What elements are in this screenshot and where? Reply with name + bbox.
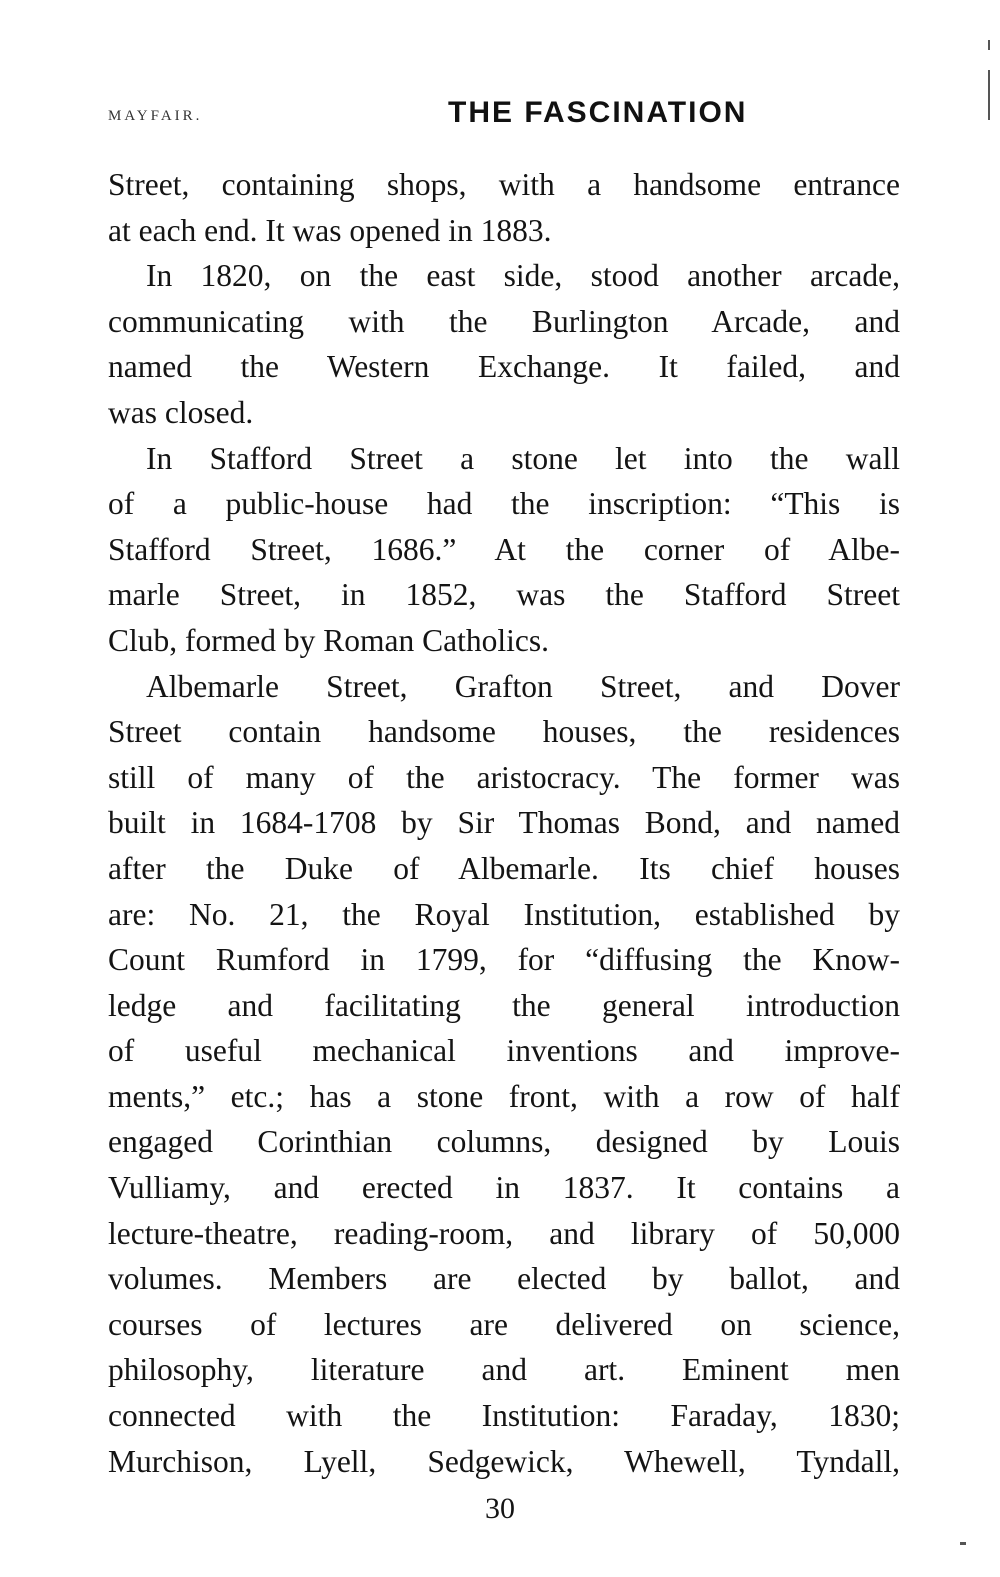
text-line: built in 1684-1708 by Sir Thomas Bond, and named: [108, 805, 900, 841]
text-line: philosophy, literature and art. Eminent men: [108, 1352, 900, 1388]
scan-mark: [988, 40, 990, 50]
text-line: ments,” etc.; has a stone front, with a row of half: [108, 1078, 900, 1114]
text-line: ledge and facilitating the general introduction: [108, 987, 900, 1023]
text-line: of a public-house had the inscription: “This is: [108, 486, 900, 522]
text-line: engaged Corinthian columns, designed by Louis: [108, 1124, 900, 1160]
text-line: are: No. 21, the Royal Institution, established by: [108, 896, 900, 932]
text-line: Street contain handsome houses, the residences: [108, 714, 900, 750]
text-line: after the Duke of Albemarle. Its chief houses: [108, 850, 900, 886]
text-line: Vulliamy, and erected in 1837. It contains a: [108, 1170, 900, 1206]
text-line: Street, containing shops, with a handsome entrance: [108, 167, 900, 202]
text-line: Count Rumford in 1799, for “diffusing the Know-: [108, 942, 900, 978]
text-line: named the Western Exchange. It failed, and: [108, 349, 900, 385]
paragraph-first-line: In 1820, on the east side, stood another arcade,: [146, 258, 900, 294]
text-line: Club, formed by Roman Catholics.: [108, 622, 549, 658]
section-label: MAYFAIR.: [108, 108, 203, 124]
text-line: at each end. It was opened in 1883.: [108, 212, 552, 248]
paragraph-first-line: In Stafford Street a stone let into the wall: [146, 440, 900, 476]
text-line: communicating with the Burlington Arcade, and: [108, 303, 900, 339]
page-number: 30: [485, 1492, 515, 1525]
text-line: marle Street, in 1852, was the Stafford Street: [108, 577, 900, 613]
running-title: THE FASCINATION: [448, 96, 748, 129]
text-line: Murchison, Lyell, Sedgewick, Whewell, Tyndall,: [108, 1443, 900, 1479]
text-line: still of many of the aristocracy. The former was: [108, 759, 900, 795]
scan-mark: [988, 70, 990, 120]
text-line: Stafford Street, 1686.” At the corner of Albe-: [108, 531, 900, 567]
text-line: courses of lectures are delivered on science,: [108, 1306, 900, 1342]
scan-mark: [960, 1542, 966, 1545]
running-head: [108, 96, 900, 136]
paragraph-first-line: Albemarle Street, Grafton Street, and Dover: [146, 668, 900, 704]
text-line: was closed.: [108, 394, 254, 430]
body-text: [108, 162, 900, 1484]
text-line: volumes. Members are elected by ballot, and: [108, 1261, 900, 1297]
text-line: connected with the Institution: Faraday, 1830;: [108, 1398, 900, 1434]
text-line: of useful mechanical inventions and improve-: [108, 1033, 900, 1069]
text-line: lecture-theatre, reading-room, and library of 50,000: [108, 1215, 900, 1251]
